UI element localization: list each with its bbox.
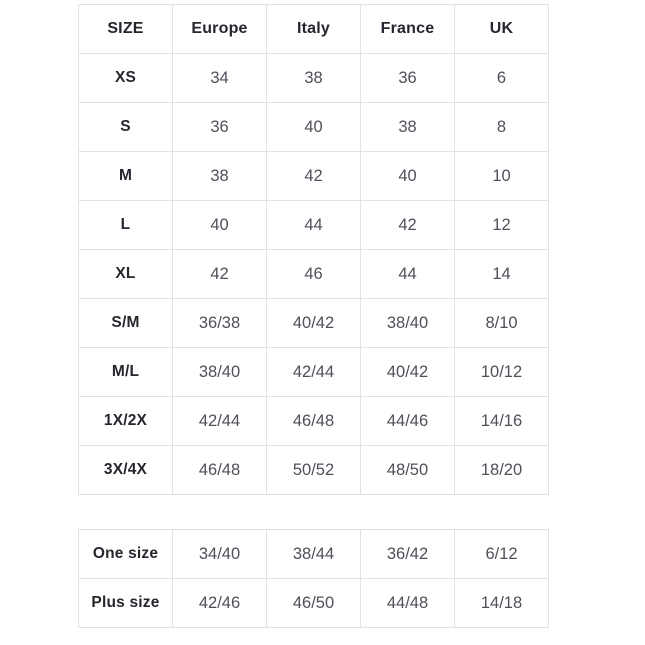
special-sizes-table-body [79, 530, 549, 628]
size-value-cell: 44/48 [361, 579, 455, 628]
size-conversion-table [78, 4, 549, 495]
size-value-cell: 42/44 [173, 397, 267, 446]
size-value-cell: 42 [361, 201, 455, 250]
size-label-cell: S [79, 103, 173, 152]
size-value-cell: 44 [267, 201, 361, 250]
size-label-cell: M [79, 152, 173, 201]
size-value-cell: 40 [267, 103, 361, 152]
size-label-cell: M/L [79, 348, 173, 397]
size-table-body [79, 54, 549, 495]
size-value-cell: 18/20 [455, 446, 549, 495]
size-label-cell: 3X/4X [79, 446, 173, 495]
size-value-cell: 48/50 [361, 446, 455, 495]
header-row [79, 5, 549, 54]
size-value-cell: 38/40 [173, 348, 267, 397]
size-value-cell: 8/10 [455, 299, 549, 348]
size-label-cell: XL [79, 250, 173, 299]
table-row [79, 397, 549, 446]
size-value-cell: 34 [173, 54, 267, 103]
table-row [79, 250, 549, 299]
size-value-cell: 12 [455, 201, 549, 250]
table-row [79, 152, 549, 201]
table-row [79, 103, 549, 152]
size-value-cell: 38/44 [267, 530, 361, 579]
size-value-cell: 14 [455, 250, 549, 299]
size-value-cell: 14/18 [455, 579, 549, 628]
size-value-cell: 38/40 [361, 299, 455, 348]
size-value-cell: 36/42 [361, 530, 455, 579]
size-value-cell: 44 [361, 250, 455, 299]
size-value-cell: 38 [173, 152, 267, 201]
size-label-cell: 1X/2X [79, 397, 173, 446]
size-value-cell: 42 [267, 152, 361, 201]
size-value-cell: 34/40 [173, 530, 267, 579]
size-value-cell: 36 [173, 103, 267, 152]
table-row [79, 530, 549, 579]
column-header-italy: Italy [267, 5, 361, 54]
size-label-cell: L [79, 201, 173, 250]
size-label-cell: S/M [79, 299, 173, 348]
size-label-cell: One size [79, 530, 173, 579]
column-header-uk: UK [455, 5, 549, 54]
size-value-cell: 46/50 [267, 579, 361, 628]
size-label-cell: XS [79, 54, 173, 103]
size-value-cell: 40 [173, 201, 267, 250]
size-value-cell: 36/38 [173, 299, 267, 348]
table-row [79, 201, 549, 250]
size-value-cell: 42/44 [267, 348, 361, 397]
size-value-cell: 42 [173, 250, 267, 299]
size-value-cell: 40/42 [361, 348, 455, 397]
size-value-cell: 42/46 [173, 579, 267, 628]
size-value-cell: 40 [361, 152, 455, 201]
table-row [79, 54, 549, 103]
size-value-cell: 46/48 [267, 397, 361, 446]
size-value-cell: 8 [455, 103, 549, 152]
size-value-cell: 38 [361, 103, 455, 152]
size-label-cell: Plus size [79, 579, 173, 628]
special-sizes-table [78, 529, 549, 628]
size-value-cell: 6 [455, 54, 549, 103]
column-header-europe: Europe [173, 5, 267, 54]
table-row [79, 579, 549, 628]
size-value-cell: 40/42 [267, 299, 361, 348]
size-value-cell: 44/46 [361, 397, 455, 446]
column-header-france: France [361, 5, 455, 54]
column-header-size: SIZE [79, 5, 173, 54]
size-value-cell: 50/52 [267, 446, 361, 495]
size-value-cell: 36 [361, 54, 455, 103]
table-row [79, 446, 549, 495]
size-value-cell: 46/48 [173, 446, 267, 495]
table-row [79, 348, 549, 397]
size-value-cell: 10 [455, 152, 549, 201]
size-value-cell: 38 [267, 54, 361, 103]
size-value-cell: 14/16 [455, 397, 549, 446]
size-value-cell: 6/12 [455, 530, 549, 579]
table-row [79, 299, 549, 348]
size-value-cell: 46 [267, 250, 361, 299]
size-value-cell: 10/12 [455, 348, 549, 397]
